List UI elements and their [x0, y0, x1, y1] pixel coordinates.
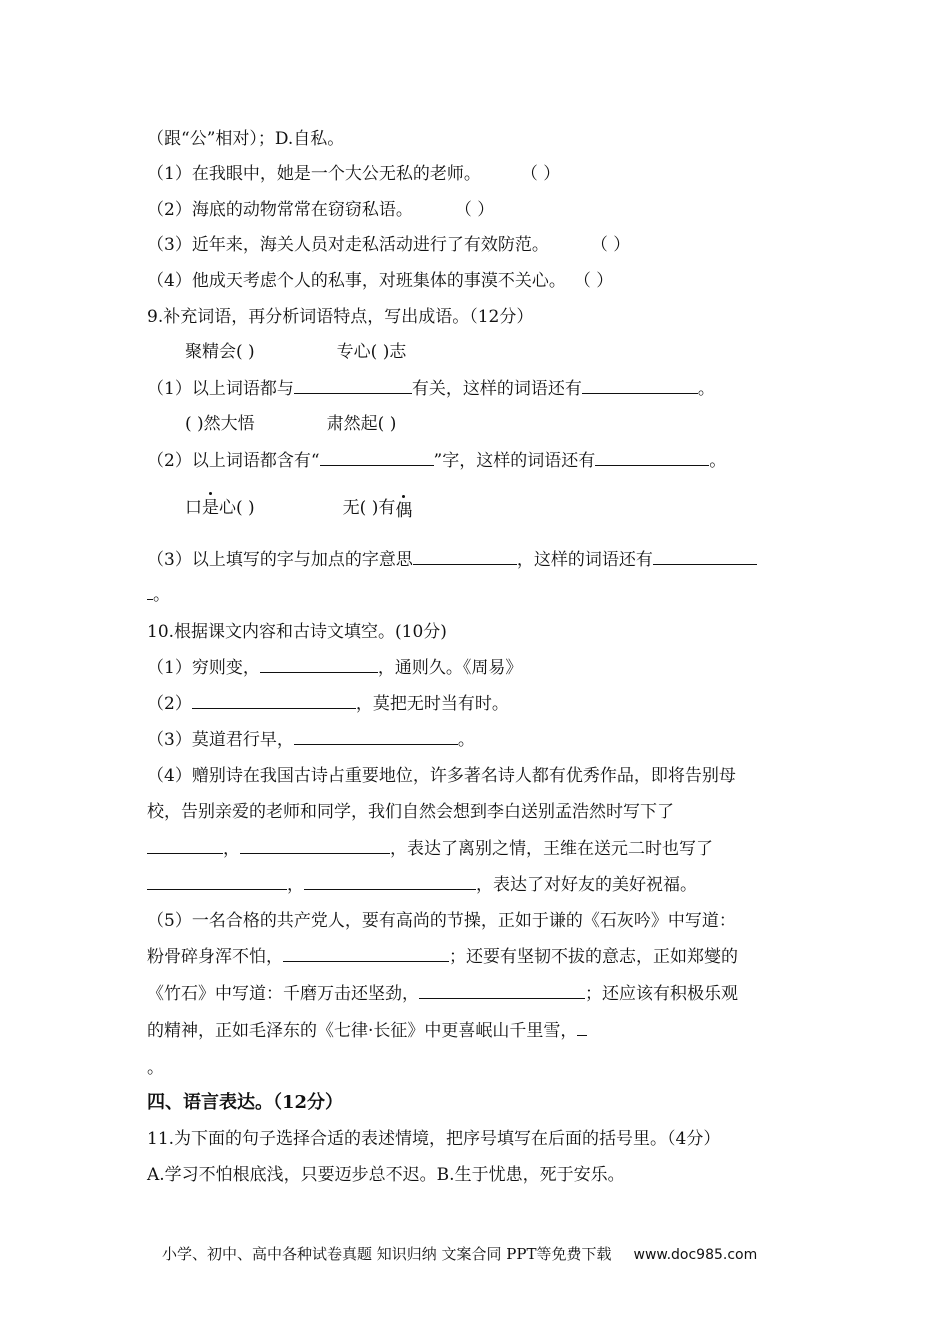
fill-blank[interactable] [304, 874, 476, 890]
q10-item-4-line-1: （4）赠别诗在我国古诗占重要地位，许多著名诗人都有优秀作品，即将告别母 [147, 766, 736, 786]
fill-blank[interactable] [192, 693, 356, 709]
q10-item-4-line-2: 校，告别亲爱的老师和同学，我们自然会想到李白送别孟浩然时写下了 [147, 802, 674, 822]
fill-blank[interactable] [413, 549, 517, 565]
q8-item-4: （4）他成天考虑个人的私事，对班集体的事漠不关心。 （ ） [147, 271, 614, 291]
q10-item-5-line-4: 的精神，正如毛泽东的《七律·长征》中更喜岷山千里雪， [147, 1020, 587, 1042]
q8-item-2: （2）海底的动物常常在窃窃私语。 （ ） [147, 200, 495, 220]
answer-paren[interactable]: （ ） [590, 235, 631, 255]
fill-blank[interactable] [653, 549, 757, 565]
fill-blank[interactable] [260, 657, 378, 673]
q9-words-row-2: ( )然大悟 肃然起( ) [185, 414, 397, 434]
q11-options: A.学习不怕根底浅，只要迈步总不迟。B.生于忧患，死于安乐。 [147, 1165, 625, 1185]
q10-title: 10.根据课文内容和古诗文填空。(10分) [147, 622, 447, 642]
q9-item-2: （2）以上词语都含有“ ”字，这样的词语还有 。 [147, 451, 727, 471]
fill-blank[interactable] [320, 450, 434, 466]
q10-item-3: （3）莫道君行早， 。 [147, 730, 475, 750]
q9-words-row-1: 聚精会( ) 专心( )志 [185, 342, 407, 362]
q9-item-1: （1）以上词语都与 有关，这样的词语还有 。 [147, 379, 715, 399]
dotted-char: 是 [202, 498, 219, 518]
q10-item-5-line-2: 粉骨碎身浑不怕， ；还要有坚韧不拔的意志，正如郑燮的 [147, 947, 738, 967]
q9-item-3-cont: 。 [147, 584, 170, 606]
footer-link[interactable]: www.doc985.com [633, 1247, 758, 1263]
fill-blank[interactable] [147, 838, 223, 854]
q8-option-d-line: （跟“公”相对）；D.自私。 [147, 129, 345, 149]
page-footer [162, 1244, 757, 1265]
dotted-char: 偶 [395, 501, 413, 521]
fill-blank[interactable] [595, 450, 709, 466]
q10-item-4-line-4: ， ，表达了对好友的美好祝福。 [147, 874, 697, 896]
answer-paren[interactable]: （ ） [573, 271, 614, 291]
fill-blank[interactable] [283, 946, 449, 962]
q11-title: 11.为下面的句子选择合适的表述情境，把序号填写在后面的括号里。（4分） [147, 1129, 721, 1149]
fill-blank[interactable] [294, 378, 412, 394]
answer-paren[interactable]: （ ） [520, 164, 561, 184]
q10-item-1: （1）穷则变， ，通则久。《周易》 [147, 658, 523, 678]
fill-blank[interactable] [240, 838, 390, 854]
q8-item-3: （3）近年来，海关人员对走私活动进行了有效防范。 （ ） [147, 235, 631, 255]
q9-words-row-3: 口是心( ) 无( )有偶 [185, 498, 413, 521]
q9-item-3: （3）以上填写的字与加点的字意思 ，这样的词语还有 [147, 549, 757, 571]
q10-item-5-line-3: 《竹石》中写道：千磨万击还坚劲， ；还应该有积极乐观 [147, 984, 738, 1004]
q10-item-4-line-3: ， ，表达了离别之情，王维在送元二时也写了 [147, 838, 713, 860]
answer-paren[interactable]: （ ） [454, 200, 495, 220]
fill-blank[interactable] [577, 1020, 587, 1036]
footer-text: 小学、初中、高中各种试卷真题 知识归纳 文案合同 PPT等免费下载 [162, 1245, 612, 1263]
section-4-title: 四、语言表达。（12分） [147, 1092, 344, 1113]
fill-blank[interactable] [147, 874, 287, 890]
fill-blank[interactable] [419, 983, 585, 999]
q9-title: 9.补充词语，再分析词语特点，写出成语。（12分） [147, 307, 534, 327]
q10-item-5-line-5: 。 [147, 1058, 164, 1078]
fill-blank[interactable] [294, 729, 458, 745]
fill-blank[interactable] [582, 378, 698, 394]
q10-item-2: （2） ，莫把无时当有时。 [147, 694, 509, 714]
q8-item-1: （1）在我眼中，她是一个大公无私的老师。 （ ） [147, 164, 561, 184]
q10-item-5-line-1: （5）一名合格的共产党人，要有高尚的节操，正如于谦的《石灰吟》中写道： [147, 911, 736, 931]
